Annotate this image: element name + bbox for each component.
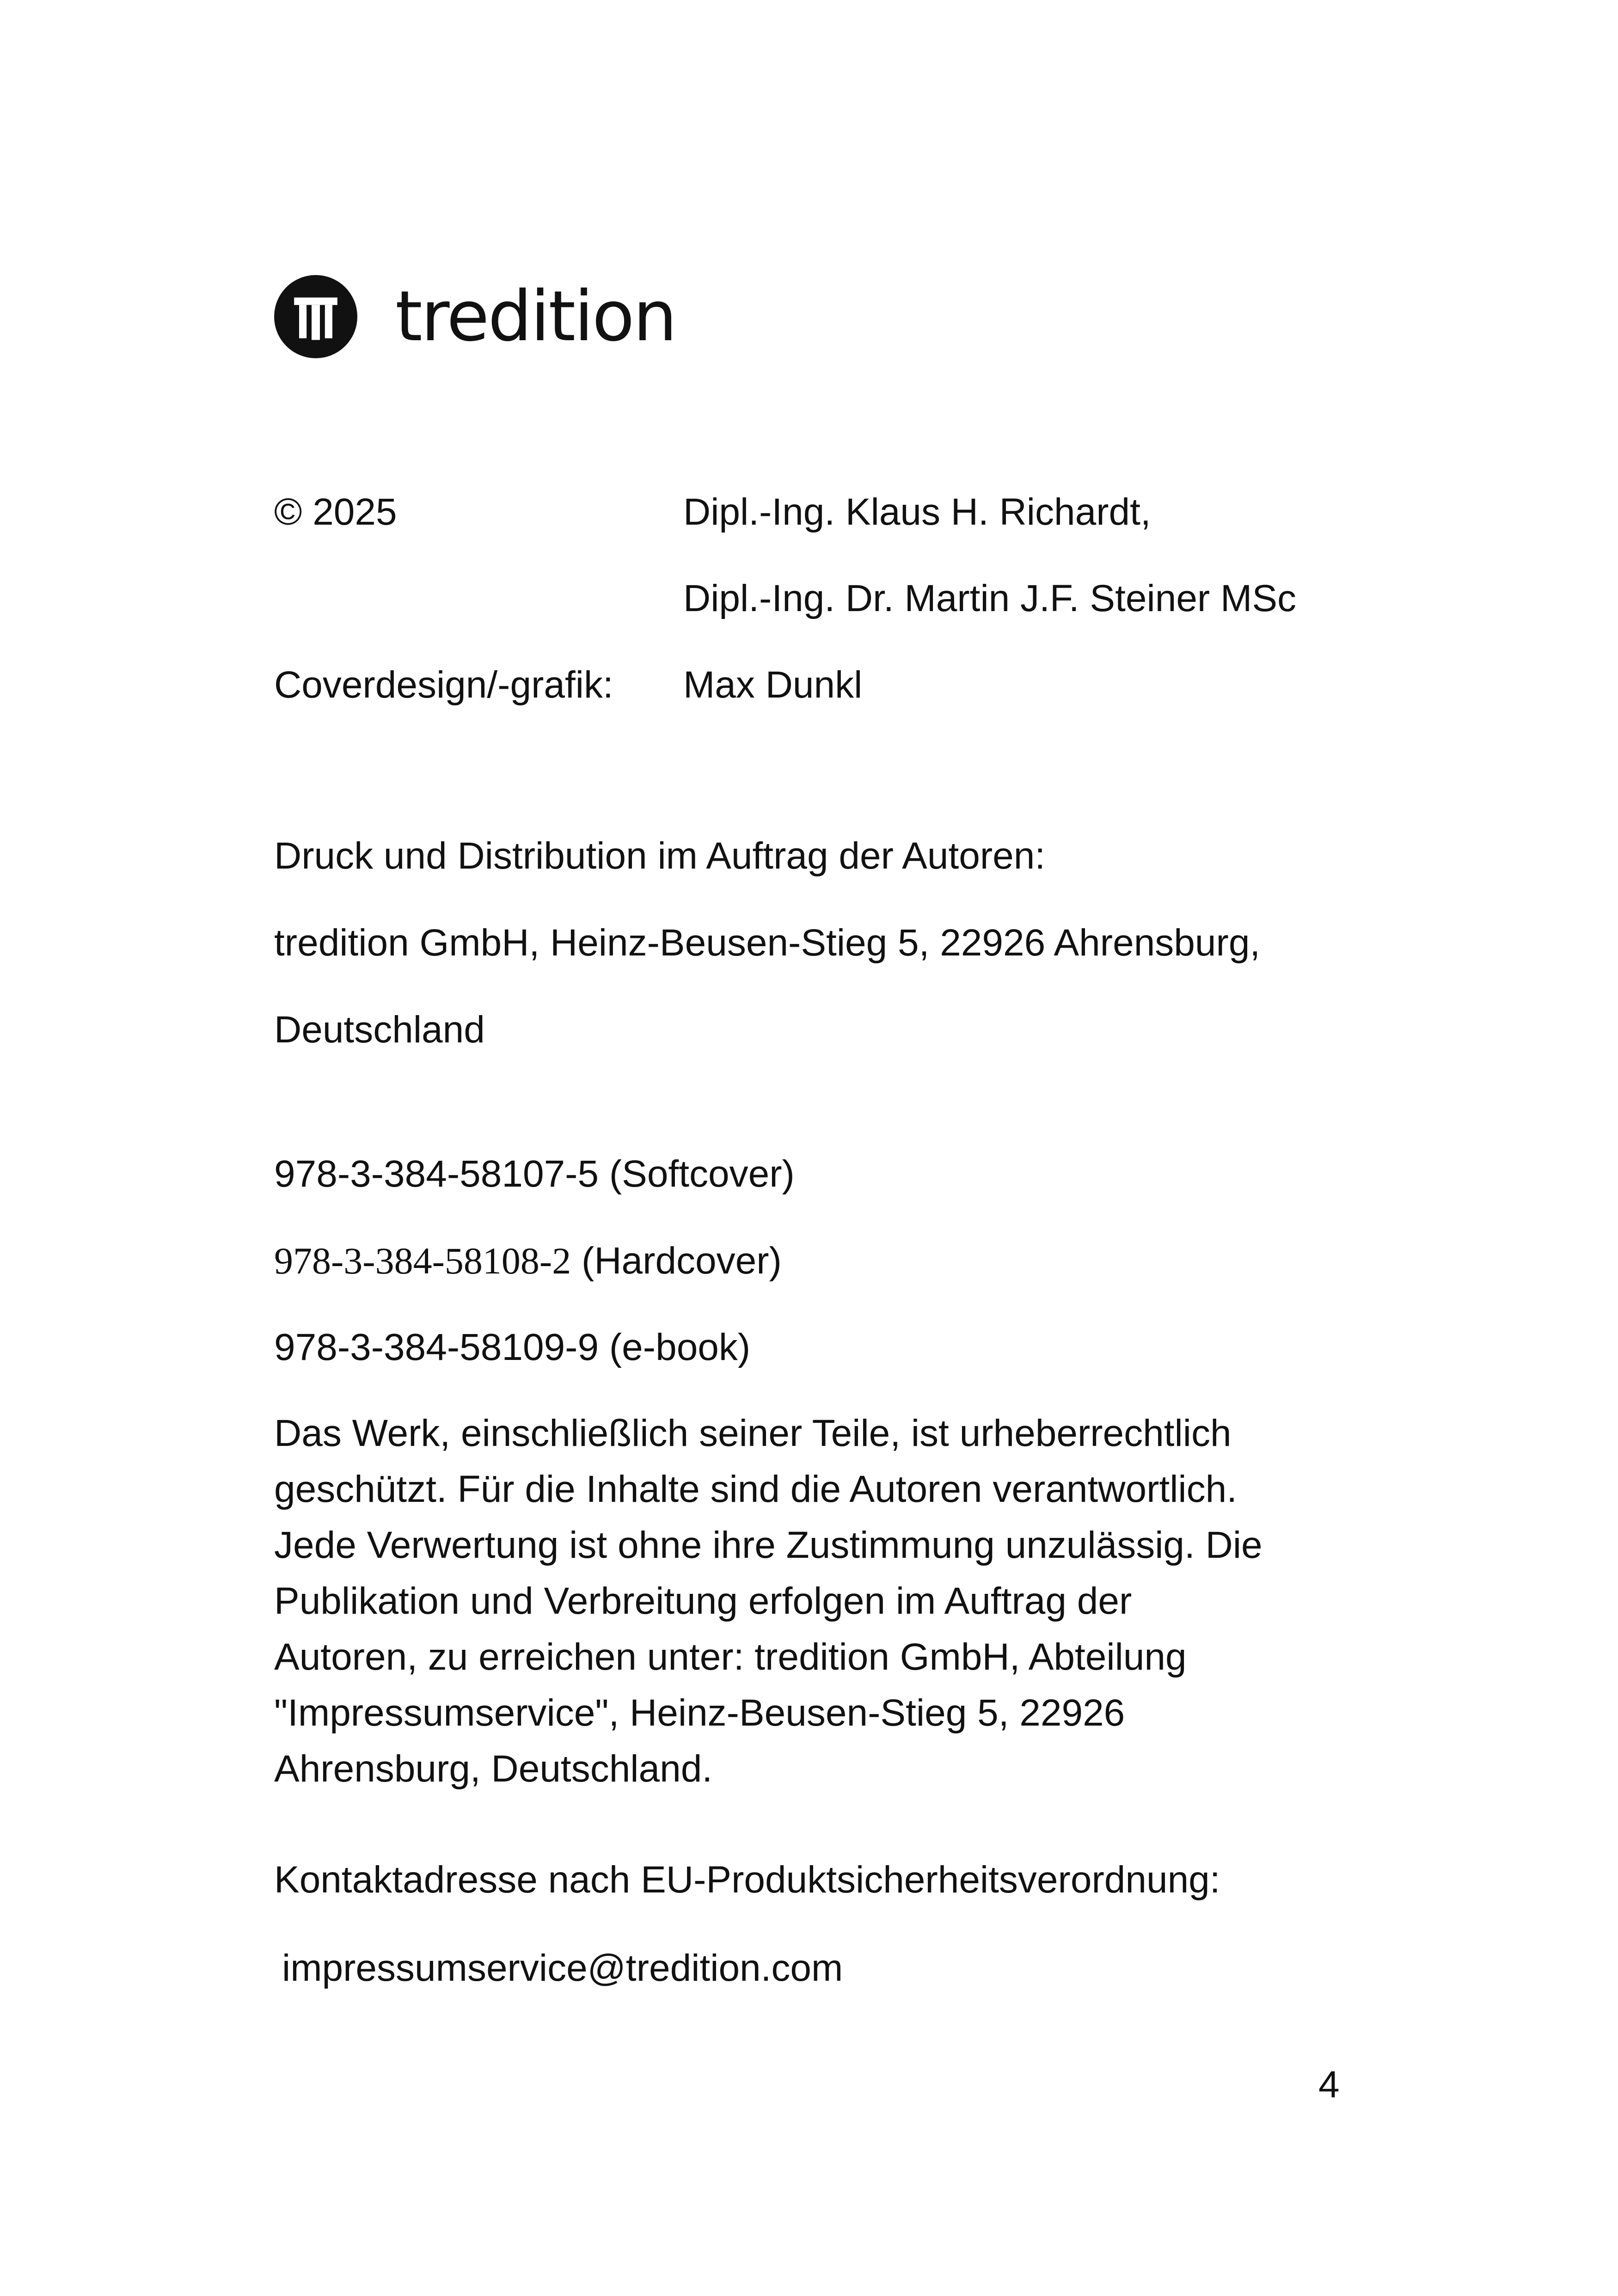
author-2: Dipl.-Ing. Dr. Martin J.F. Steiner MSc	[683, 577, 1297, 619]
author-1: Dipl.-Ing. Klaus H. Richardt,	[683, 491, 1151, 533]
publisher-logo	[274, 275, 676, 358]
tredition-logo-icon	[274, 275, 357, 358]
print-heading: Druck und Distribution im Auftrag der Autoren:	[274, 835, 1046, 877]
isbn-softcover: 978-3-384-58107-5 (Softcover)	[274, 1153, 795, 1195]
copyright-label: © 2025	[274, 491, 397, 533]
page-number: 4	[1318, 2063, 1340, 2106]
isbn-ebook: 978-3-384-58109-9 (e-book)	[274, 1326, 751, 1368]
isbn-hardcover-suffix: (Hardcover)	[571, 1240, 782, 1282]
cover-design-value: Max Dunkl	[683, 664, 863, 706]
logo-wordmark: tredition	[395, 276, 676, 357]
print-address-line-2: Deutschland	[274, 1009, 485, 1051]
contact-heading: Kontaktadresse nach EU-Produktsicherheitsverordnung:	[274, 1859, 1220, 1901]
print-address-line-1: tredition GmbH, Heinz-Beusen-Stieg 5, 22926 Ahrensburg,	[274, 922, 1261, 964]
contact-email: impressumservice@tredition.com	[282, 1947, 843, 1989]
cover-design-label: Coverdesign/-grafik:	[274, 664, 613, 706]
isbn-hardcover	[274, 1238, 782, 1284]
rights-paragraph: Das Werk, einschließlich seiner Teile, ist urheberrechtlich geschützt. Für die Inhalte sind die Autoren verantwortlich. Jede Verwertung ist ohne ihre Zustimmung unzulässig. Die Publikation und Verbreitung erfolgen im Auftrag der Autoren, zu erreichen unter: tredition GmbH, Abteilung "Impressumservice", Heinz-Beusen-Stieg 5, 22926 Ahrensburg, Deutschland.	[274, 1412, 1263, 1790]
isbn-hardcover-number: 978-3-384-58108-2	[274, 1240, 571, 1282]
